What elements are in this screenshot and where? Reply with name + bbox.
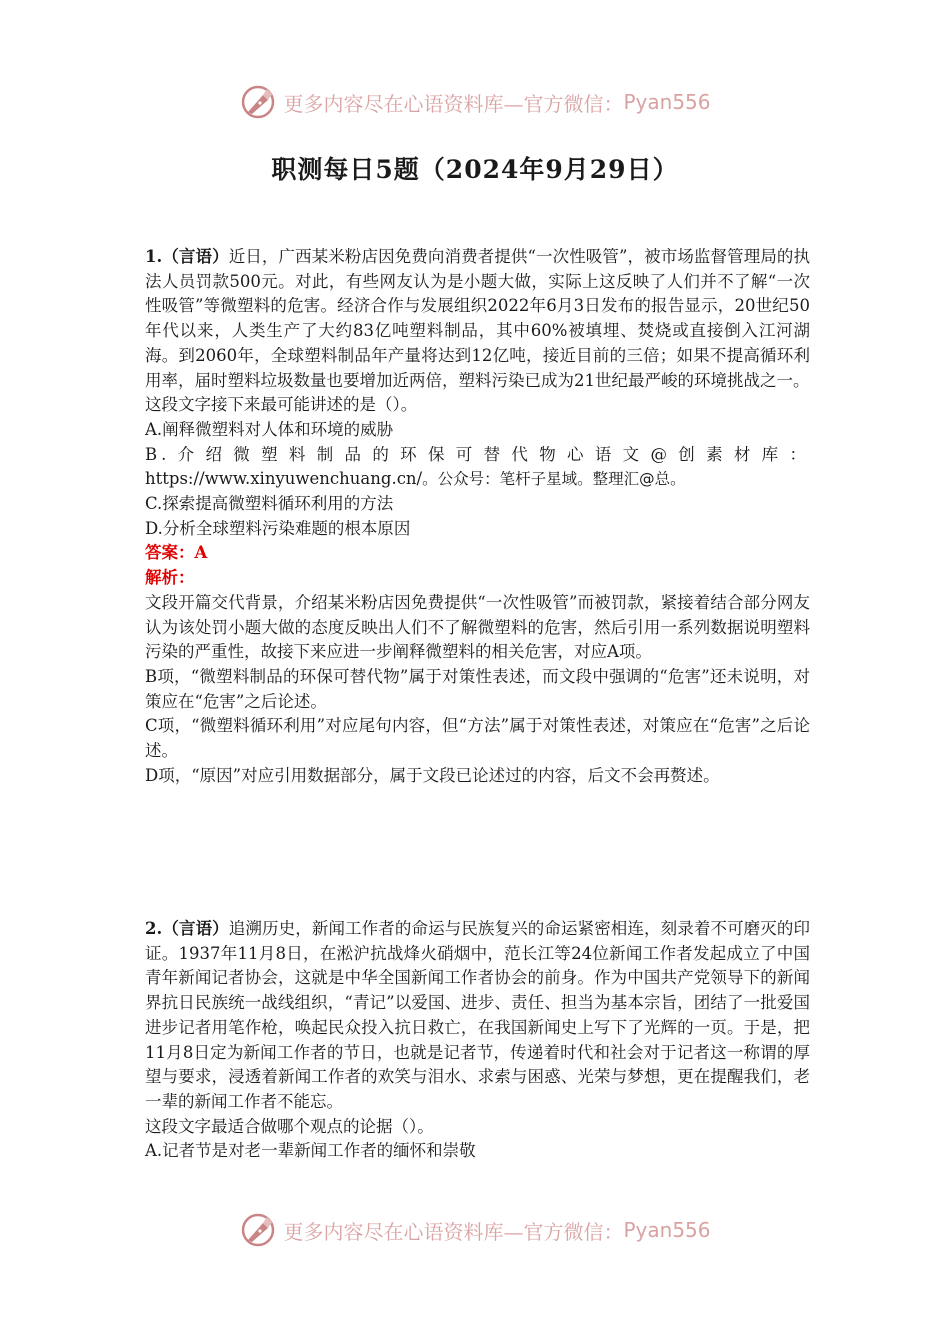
question-2-passage [145, 917, 810, 1115]
answer: 答案：A [145, 543, 208, 563]
analysis-paragraph: 文段开篇交代背景，介绍某米粉店因免费提供“一次性吸管”而被罚款，紧接着结合部分网友认为该处罚小题大做的态度反映出人们不了解微塑料的危害，然后引用一系列数据说明塑料污染的严重性，故接下来应进一步阐释微塑料的相关危害，对应A项。 [145, 592, 810, 662]
passage-text: 近日，广西某米粉店因免费向消费者提供“一次性吸管”，被市场监督管理局的执法人员罚款500元。对此，有些网友认为是小题大做，实际上这反映了人们并不了解“一次性吸管”等微塑料的危害。经济合作与发展组织2022年6月3日发布的报告显示，20世纪50年代以来，人类生产了大约83亿吨塑料制品，其中60%被填埋、焚烧或直接倒入江河湖海。到2060年，全球塑料制品年产量将达到12亿吨，接近目前的三倍；如果不提高循环利用率，届时塑料垃圾数量也要增加近两倍，塑料污染已成为21世纪最严峻的环境挑战之一。 [145, 247, 811, 390]
analysis-paragraph: D项，“原因”对应引用数据部分，属于文段已论述过的内容，后文不会再赘述。 [145, 765, 720, 785]
question-category: （言语） [162, 247, 229, 266]
banner-text: 更多内容尽在心语资料库—官方微信： [283, 91, 624, 116]
passage-text: 追溯历史，新闻工作者的命运与民族复兴的命运紧密相连，刻录着不可磨灭的印证。1937年11月8日，在淞沪抗战烽火硝烟中，范长江等24位新闻工作者发起成立了中国青年新闻记者协会，这就是中华全国新闻工作者协会的前身。作为中国共产党领导下的新闻界抗日民族统一战线组织，“青记”以爱国、进步、责任、担当为基本宗旨，团结了一批爱国进步记者用笔作枪，唤起民众投入抗日救亡，在我国新闻史上写下了光辉的一页。于是，把11月8日定为新闻工作者的节日，也就是记者节，传递着时代和社会对于记者这一称谓的厚望与要求，浸透着新闻工作者的欢笑与泪水、求索与困惑、光荣与梦想，更在提醒我们，老一辈的新闻工作者不能忘。 [145, 919, 810, 1111]
option-d: D.分析全球塑料污染难题的根本原因 [145, 518, 411, 538]
question-category: （言语） [162, 919, 229, 938]
analysis-paragraph: B项，“微塑料制品的环保可替代物”属于对策性表述，而文段中强调的“危害”还未说明，对策应在“危害”之后论述。 [145, 666, 810, 711]
question-1-passage [145, 245, 810, 393]
question-number: 1. [145, 247, 163, 266]
option-b-tail: 。公众号：笔杆子星域。整理汇@总。 [422, 470, 686, 489]
pen-nib-logo-icon [239, 1211, 277, 1249]
header-watermark-banner [0, 82, 950, 122]
question-number: 2. [145, 919, 163, 938]
pen-nib-logo-icon [239, 83, 277, 121]
question-1 [145, 245, 810, 788]
option-a: A.阐释微塑料对人体和环境的威胁 [145, 419, 394, 439]
analysis-label: 解析： [145, 568, 195, 588]
option-b-text: B.介绍微塑料制品的环保可替代物心语文@创素材库： [145, 444, 810, 464]
analysis-paragraph: C项，“微塑料循环利用”对应尾句内容，但“方法”属于对策性表述，对策应在“危害”之后论述。 [145, 716, 810, 761]
question-2-prompt: 这段文字最适合做哪个观点的论据（）。 [145, 1116, 434, 1136]
question-1-prompt: 这段文字接下来最可能讲述的是（）。 [145, 395, 418, 415]
page-title: 职测每日5题（2024年9月29日） [271, 155, 679, 184]
option-b-link[interactable]: https://www.xinyuwenchuang.cn/ [145, 469, 423, 489]
banner-wechat-id: Pyan556 [623, 1218, 711, 1242]
footer-watermark-banner [0, 1210, 950, 1250]
option-a: A.记者节是对老一辈新闻工作者的缅怀和崇敬 [145, 1141, 476, 1161]
banner-text: 更多内容尽在心语资料库—官方微信： [283, 1219, 624, 1244]
banner-wechat-id: Pyan556 [623, 90, 711, 114]
question-2 [145, 917, 810, 1164]
option-c: C.探索提高微塑料循环利用的方法 [145, 494, 394, 514]
option-b [145, 443, 810, 492]
